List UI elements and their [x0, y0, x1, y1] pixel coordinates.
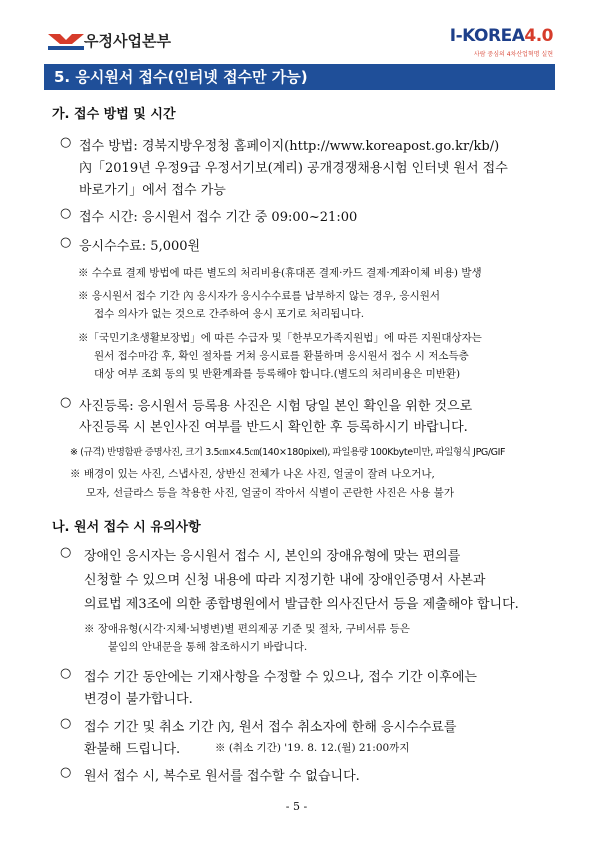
bullet-icon: ○ [60, 765, 72, 780]
refund-period-note: ※ (취소 기간) '19. 8. 12.(월) 21:00까지 [215, 742, 410, 754]
refund-line-2: 환불해 드립니다. [84, 742, 181, 757]
edit-line-1: 접수 기간 동안에는 기재사항을 수정할 수 있으나, 접수 기간 이후에는 [84, 670, 477, 685]
part-a-title: 가. 접수 방법 및 시간 [52, 107, 176, 122]
slogan-subtitle: 사람 중심의 4차산업혁명 실현 [473, 51, 553, 58]
part-b-title: 나. 원서 접수 시 유의사항 [52, 520, 201, 535]
photo-note-2-line-2: 모자, 선글라스 등을 착용한 사진, 얼굴이 작아서 식별이 곤란한 사진은 사용 불가 [86, 487, 454, 499]
duplicate-line: 원서 접수 시, 복수로 원서를 접수할 수 없습니다. [84, 769, 360, 784]
org-name: 우정사업본부 [84, 32, 171, 50]
bullet-icon: ○ [60, 235, 72, 250]
fee-note-3-line-1: ※「국민기초생활보장법」에 따른 수급자 및「한부모가족지원법」에 따른 지원대상자는 [78, 332, 482, 344]
disabled-note-line-2: 붙임의 안내문을 통해 참조하시기 바랍니다. [108, 641, 308, 653]
korea-post-logo [46, 30, 86, 52]
section-title-banner: 5. 응시원서 접수(인터넷 접수만 가능) [44, 64, 555, 90]
page-number: - 5 - [285, 800, 308, 813]
slogan-logo [450, 26, 553, 46]
slogan-num: 4.0 [524, 26, 553, 46]
fee-note-3-line-3: 대상 여부 조회 동의 및 반환계좌를 등록해야 합니다.(별도의 처리비용은 미반환) [94, 368, 461, 380]
refund-line-1: 접수 기간 및 취소 기간 內, 원서 접수 취소자에 한해 응시수수료를 [84, 720, 457, 735]
method-line-2: 內「2019년 우정9급 우정서기보(계리) 공개경쟁채용시험 인터넷 원서 접수 [79, 161, 508, 176]
photo-line-2: 사진등록 시 본인사진 여부를 반드시 확인한 후 등록하시기 바랍니다. [79, 420, 468, 435]
fee-note-1: ※ 수수료 결제 방법에 따른 별도의 처리비용(휴대폰 결제·카드 결제·계좌이체 비용) 발생 [78, 267, 482, 279]
edit-line-2: 변경이 불가합니다. [84, 692, 193, 707]
fee-line: 응시수수료: 5,000원 [79, 239, 201, 254]
disabled-line-2: 신청할 수 있으며 신청 내용에 따라 지정기한 내에 장애인증명서 사본과 [84, 573, 486, 588]
fee-note-2-line-2: 접수 의사가 없는 것으로 간주하여 응시 포기로 처리됩니다. [94, 308, 365, 320]
photo-note-2-line-1: ※ 배경이 있는 사진, 스냅사진, 상반신 전체가 나온 사진, 얼굴이 잘려 나오거나, [70, 468, 435, 480]
slogan-main: I-KOREA [449, 26, 525, 46]
fee-note-2-line-1: ※ 응시원서 접수 기간 內 응시자가 응시수수료를 납부하지 않는 경우, 응시원서 [78, 290, 441, 302]
bullet-icon: ○ [60, 716, 72, 731]
method-line-1: 접수 방법: 경북지방우정청 홈페이지(http://www.koreapost.go.kr/kb/) [79, 139, 500, 154]
disabled-note-line-1: ※ 장애유형(시각·지체·뇌병변)별 편의제공 기준 및 절차, 구비서류 등은 [84, 623, 410, 635]
bullet-icon: ○ [60, 206, 72, 221]
time-line: 접수 시간: 응시원서 접수 기간 중 09:00~21:00 [79, 210, 358, 225]
disabled-line-3: 의료법 제3조에 의한 종합병원에서 발급한 의사진단서 등을 제출해야 합니다. [84, 597, 519, 612]
photo-line-1: 사진등록: 응시원서 등록용 사진은 시험 당일 본인 확인을 위한 것으로 [79, 399, 473, 414]
bullet-icon: ○ [60, 545, 72, 560]
bullet-icon: ○ [60, 135, 72, 150]
photo-note-1: ※ (규격) 반명함판 증명사진, 크기 3.5㎝×4.5㎝(140×180pixel), 파일용량 100Kbyte미만, 파일형식 JPG/GIF [70, 447, 506, 458]
bullet-icon: ○ [60, 395, 72, 410]
fee-note-3-line-2: 원서 접수마감 후, 확인 절차를 거쳐 응시료를 환불하며 응시원서 접수 시 저소득층 [94, 350, 469, 362]
method-line-3: 바로가기」에서 접수 가능 [79, 183, 226, 198]
disabled-line-1: 장애인 응시자는 응시원서 접수 시, 본인의 장애유형에 맞는 편의를 [84, 549, 461, 564]
bullet-icon: ○ [60, 666, 72, 681]
